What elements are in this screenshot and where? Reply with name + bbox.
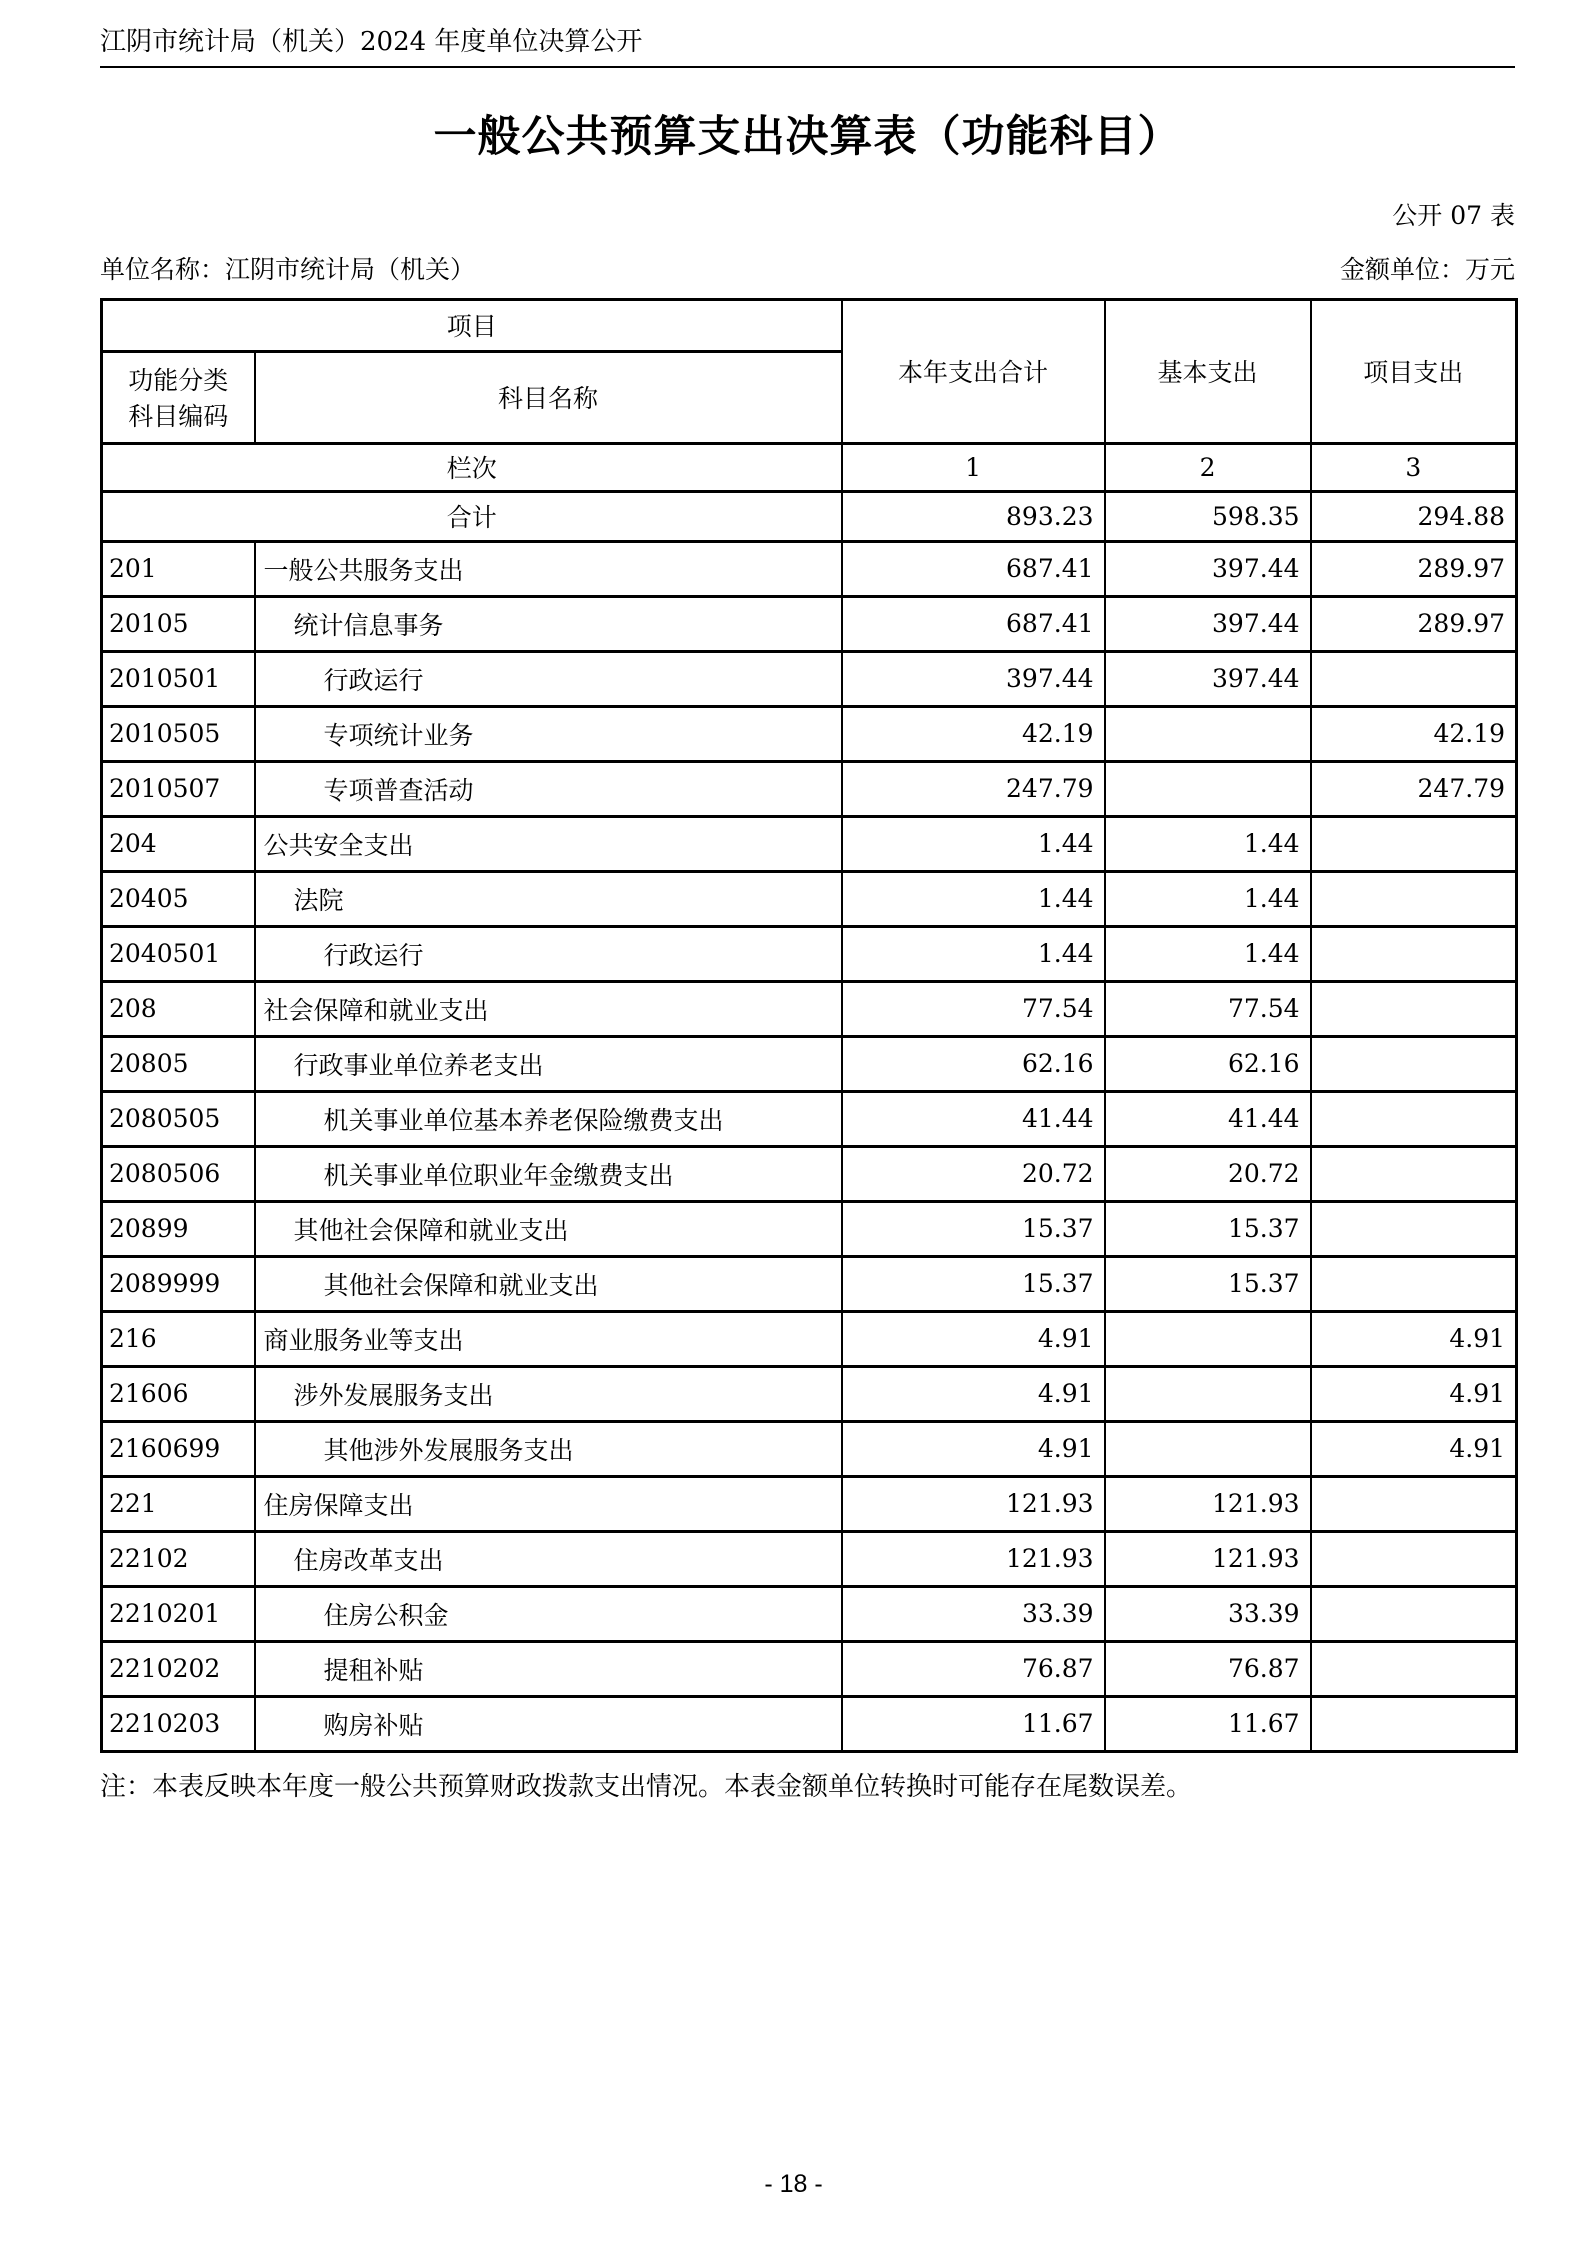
code-cell: 2080505	[102, 1091, 255, 1146]
subject-name-cell: 公共安全支出	[255, 816, 842, 871]
total-expense-cell: 1.44	[842, 816, 1105, 871]
basic-expense-cell: 397.44	[1105, 596, 1311, 651]
code-cell: 2010501	[102, 651, 255, 706]
code-cell: 204	[102, 816, 255, 871]
subject-name-cell: 住房保障支出	[255, 1476, 842, 1531]
code-cell: 2010507	[102, 761, 255, 816]
code-cell: 22102	[102, 1531, 255, 1586]
basic-expense-cell: 1.44	[1105, 816, 1311, 871]
project-expense-cell	[1311, 651, 1517, 706]
project-expense-cell	[1311, 1696, 1517, 1751]
project-expense-cell	[1311, 1036, 1517, 1091]
index-row-label: 栏次	[102, 443, 842, 491]
subject-name-cell: 行政事业单位养老支出	[255, 1036, 842, 1091]
project-expense-cell	[1311, 871, 1517, 926]
total-expense-cell: 11.67	[842, 1696, 1105, 1751]
basic-expense-cell: 11.67	[1105, 1696, 1311, 1751]
total-expense-cell: 247.79	[842, 761, 1105, 816]
project-header-cell: 项目	[102, 299, 842, 351]
table-code-label: 公开 07 表	[1392, 200, 1515, 230]
code-cell: 2210202	[102, 1641, 255, 1696]
subject-name-cell: 其他社会保障和就业支出	[255, 1256, 842, 1311]
subject-name-cell: 商业服务业等支出	[255, 1311, 842, 1366]
budget-table	[100, 298, 1518, 1753]
basic-expense-cell: 15.37	[1105, 1256, 1311, 1311]
table-row	[102, 816, 1517, 871]
row-label-cell: 合计	[102, 491, 842, 541]
document-header	[100, 26, 1515, 68]
subject-name-cell: 机关事业单位基本养老保险缴费支出	[255, 1091, 842, 1146]
project-expense-cell: 289.97	[1311, 541, 1517, 596]
basic-expense-cell: 121.93	[1105, 1476, 1311, 1531]
project-expense-cell: 247.79	[1311, 761, 1517, 816]
project-expense-cell	[1311, 1201, 1517, 1256]
table-body	[102, 491, 1517, 1751]
project-expense-cell	[1311, 1256, 1517, 1311]
table-meta-row	[100, 250, 1515, 286]
code-cell: 2080506	[102, 1146, 255, 1201]
project-expense-cell	[1311, 981, 1517, 1036]
table-row	[102, 706, 1517, 761]
total-expense-cell: 20.72	[842, 1146, 1105, 1201]
total-expense-cell: 687.41	[842, 596, 1105, 651]
subject-name-cell: 专项普查活动	[255, 761, 842, 816]
total-expense-cell: 15.37	[842, 1256, 1105, 1311]
subject-name-cell: 统计信息事务	[255, 596, 842, 651]
basic-expense-cell	[1105, 761, 1311, 816]
project-expense-cell	[1311, 816, 1517, 871]
total-column-header: 本年支出合计	[842, 299, 1105, 443]
total-expense-cell: 62.16	[842, 1036, 1105, 1091]
code-cell: 20105	[102, 596, 255, 651]
amount-unit-label: 金额单位：万元	[1339, 254, 1515, 284]
project-expense-cell	[1311, 926, 1517, 981]
project-expense-column-header: 项目支出	[1311, 299, 1517, 443]
table-row	[102, 1256, 1517, 1311]
basic-expense-cell: 62.16	[1105, 1036, 1311, 1091]
subject-name-cell: 涉外发展服务支出	[255, 1366, 842, 1421]
page-number: - 18 -	[764, 2170, 823, 2198]
table-row	[102, 1036, 1517, 1091]
total-expense-cell: 4.91	[842, 1366, 1105, 1421]
subject-name-cell: 社会保障和就业支出	[255, 981, 842, 1036]
index-col-1: 1	[842, 443, 1105, 491]
code-cell: 20405	[102, 871, 255, 926]
subject-name-cell: 其他涉外发展服务支出	[255, 1421, 842, 1476]
table-row	[102, 596, 1517, 651]
subject-name-cell: 行政运行	[255, 926, 842, 981]
project-expense-cell: 294.88	[1311, 491, 1517, 541]
basic-expense-cell	[1105, 1366, 1311, 1421]
index-col-2: 2	[1105, 443, 1311, 491]
subject-name-cell: 法院	[255, 871, 842, 926]
total-expense-cell: 1.44	[842, 926, 1105, 981]
code-column-header-line1: 功能分类	[128, 366, 229, 396]
basic-expense-cell: 397.44	[1105, 541, 1311, 596]
code-cell: 201	[102, 541, 255, 596]
total-expense-cell: 15.37	[842, 1201, 1105, 1256]
project-expense-cell: 42.19	[1311, 706, 1517, 761]
subject-name-cell: 机关事业单位职业年金缴费支出	[255, 1146, 842, 1201]
code-column-header	[102, 351, 255, 443]
table-header-row-project	[102, 299, 1517, 351]
code-cell: 2040501	[102, 926, 255, 981]
table-row	[102, 981, 1517, 1036]
basic-expense-cell: 397.44	[1105, 651, 1311, 706]
code-cell: 21606	[102, 1366, 255, 1421]
project-expense-cell: 289.97	[1311, 596, 1517, 651]
subject-name-cell: 购房补贴	[255, 1696, 842, 1751]
project-expense-cell	[1311, 1531, 1517, 1586]
basic-column-header: 基本支出	[1105, 299, 1311, 443]
code-cell: 2210203	[102, 1696, 255, 1751]
total-expense-cell: 41.44	[842, 1091, 1105, 1146]
header-divider	[100, 66, 1515, 68]
project-expense-cell	[1311, 1146, 1517, 1201]
basic-expense-cell: 121.93	[1105, 1531, 1311, 1586]
code-column-header-line2: 科目编码	[128, 402, 229, 432]
code-cell: 2089999	[102, 1256, 255, 1311]
basic-expense-cell: 15.37	[1105, 1201, 1311, 1256]
page-title: 一般公共预算支出决算表（功能科目）	[433, 111, 1182, 162]
table-row	[102, 1146, 1517, 1201]
project-expense-cell: 4.91	[1311, 1366, 1517, 1421]
total-expense-cell: 42.19	[842, 706, 1105, 761]
basic-expense-cell: 20.72	[1105, 1146, 1311, 1201]
table-row	[102, 1201, 1517, 1256]
table-row	[102, 541, 1517, 596]
unit-name-label: 单位名称：江阴市统计局（机关）	[100, 254, 476, 284]
total-expense-cell: 687.41	[842, 541, 1105, 596]
basic-expense-cell: 41.44	[1105, 1091, 1311, 1146]
basic-expense-cell: 77.54	[1105, 981, 1311, 1036]
table-row	[102, 1641, 1517, 1696]
total-expense-cell: 397.44	[842, 651, 1105, 706]
table-row	[102, 1696, 1517, 1751]
table-row	[102, 1531, 1517, 1586]
document-header-title: 江阴市统计局（机关）2024 年度单位决算公开	[100, 27, 643, 57]
subject-name-column-header: 科目名称	[255, 351, 842, 443]
code-cell: 216	[102, 1311, 255, 1366]
basic-expense-cell: 1.44	[1105, 871, 1311, 926]
table-row	[102, 491, 1517, 541]
subject-name-cell: 其他社会保障和就业支出	[255, 1201, 842, 1256]
total-expense-cell: 77.54	[842, 981, 1105, 1036]
subject-name-cell: 提租补贴	[255, 1641, 842, 1696]
subject-name-cell: 住房公积金	[255, 1586, 842, 1641]
basic-expense-cell: 76.87	[1105, 1641, 1311, 1696]
code-cell: 20899	[102, 1201, 255, 1256]
table-row	[102, 926, 1517, 981]
table-row	[102, 761, 1517, 816]
basic-expense-cell	[1105, 706, 1311, 761]
basic-expense-cell	[1105, 1421, 1311, 1476]
subject-name-cell: 专项统计业务	[255, 706, 842, 761]
project-expense-cell: 4.91	[1311, 1421, 1517, 1476]
total-expense-cell: 893.23	[842, 491, 1105, 541]
total-expense-cell: 76.87	[842, 1641, 1105, 1696]
total-expense-cell: 121.93	[842, 1531, 1105, 1586]
project-expense-cell	[1311, 1586, 1517, 1641]
project-expense-cell	[1311, 1091, 1517, 1146]
code-cell: 208	[102, 981, 255, 1036]
total-expense-cell: 1.44	[842, 871, 1105, 926]
table-note: 注：本表反映本年度一般公共预算财政拨款支出情况。本表金额单位转换时可能存在尾数误差。	[100, 1771, 1193, 1802]
code-cell: 2160699	[102, 1421, 255, 1476]
index-col-3: 3	[1311, 443, 1517, 491]
code-cell: 2010505	[102, 706, 255, 761]
project-expense-cell	[1311, 1641, 1517, 1696]
table-row	[102, 1311, 1517, 1366]
table-row	[102, 1421, 1517, 1476]
table-row	[102, 651, 1517, 706]
table-header-row-index	[102, 443, 1517, 491]
table-row	[102, 1476, 1517, 1531]
subject-name-cell: 住房改革支出	[255, 1531, 842, 1586]
subject-name-cell: 一般公共服务支出	[255, 541, 842, 596]
code-cell: 20805	[102, 1036, 255, 1091]
code-cell: 221	[102, 1476, 255, 1531]
project-expense-cell	[1311, 1476, 1517, 1531]
total-expense-cell: 33.39	[842, 1586, 1105, 1641]
basic-expense-cell: 1.44	[1105, 926, 1311, 981]
table-row	[102, 1091, 1517, 1146]
total-expense-cell: 121.93	[842, 1476, 1105, 1531]
basic-expense-cell: 598.35	[1105, 491, 1311, 541]
project-expense-cell: 4.91	[1311, 1311, 1517, 1366]
basic-expense-cell	[1105, 1311, 1311, 1366]
basic-expense-cell: 33.39	[1105, 1586, 1311, 1641]
table-row	[102, 1366, 1517, 1421]
subject-name-cell: 行政运行	[255, 651, 842, 706]
total-expense-cell: 4.91	[842, 1311, 1105, 1366]
table-row	[102, 1586, 1517, 1641]
total-expense-cell: 4.91	[842, 1421, 1105, 1476]
code-cell: 2210201	[102, 1586, 255, 1641]
table-row	[102, 871, 1517, 926]
